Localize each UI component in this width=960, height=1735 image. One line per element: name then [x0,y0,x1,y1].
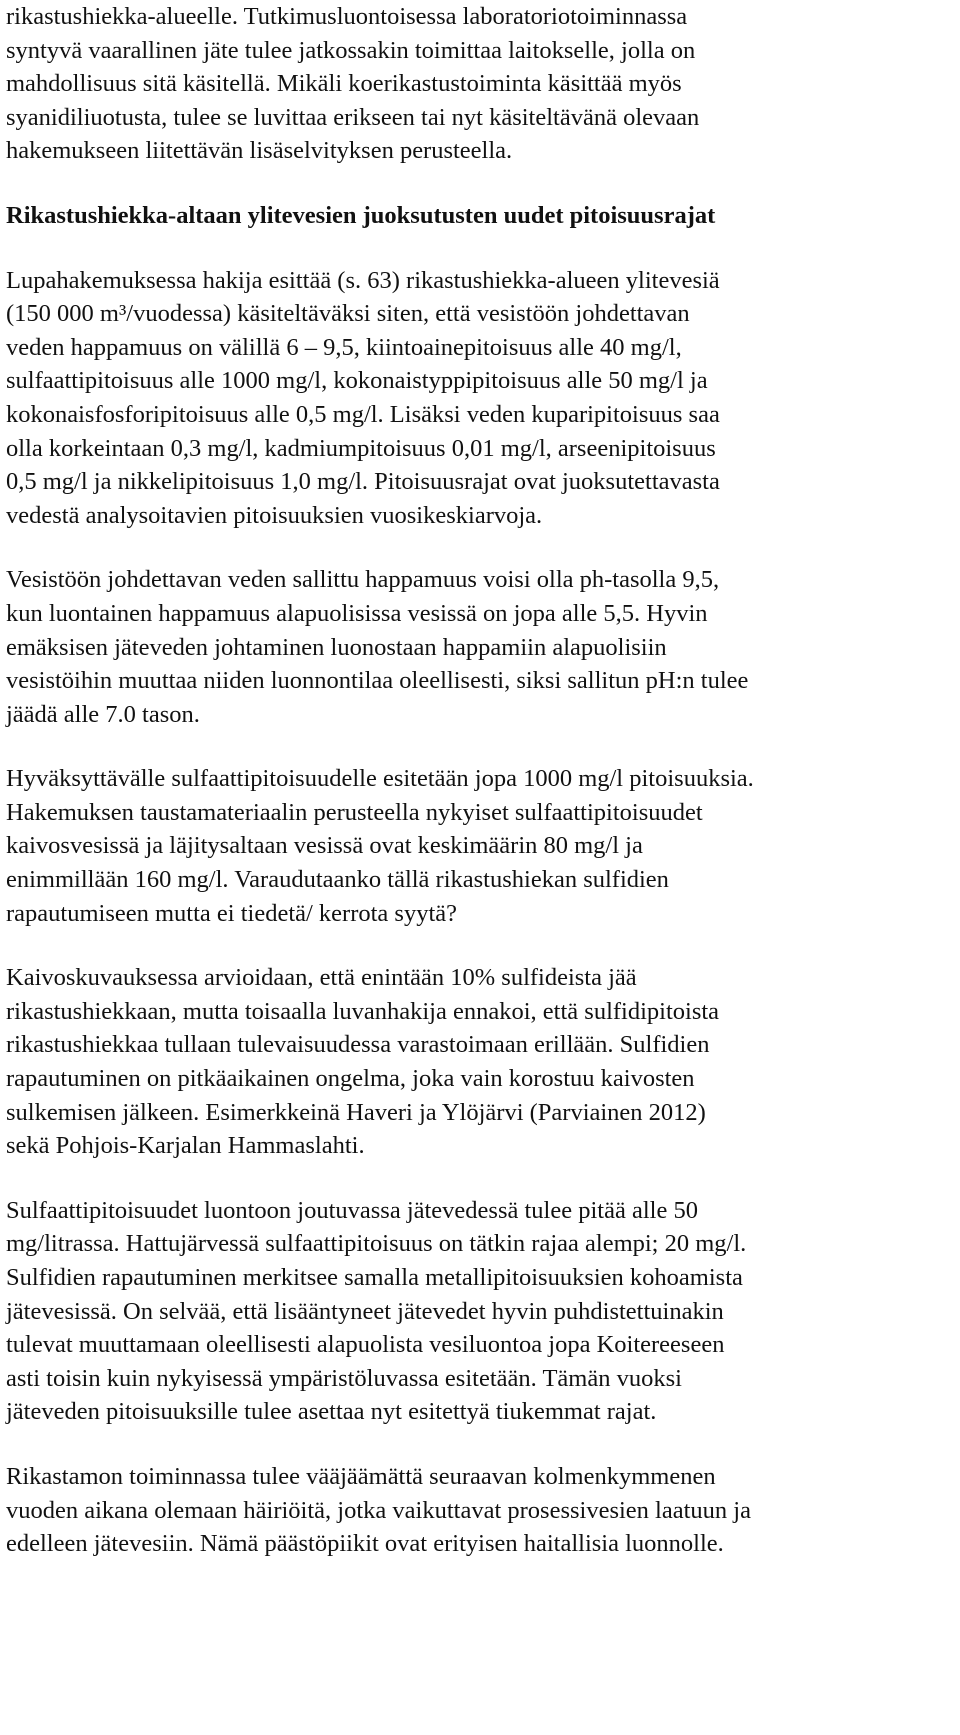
text-line: (150 000 m³/vuodessa) käsiteltäväksi siten, että vesistöön johdettavan [6,300,690,328]
text-line: Vesistöön johdettavan veden sallittu happamuus voisi olla ph-tasolla 9,5, [6,566,720,594]
text-line: sekä Pohjois-Karjalan Hammaslahti. [6,1132,365,1160]
text-line: emäksisen jäteveden johtaminen luonostaan happamiin alapuolisiin [6,633,667,661]
paragraph-3 [6,762,958,930]
text-line: mg/litrassa. Hattujärvessä sulfaattipitoisuus on tätkin rajaa alempi; 20 mg/l. [6,1230,747,1258]
text-line: rikastushiekkaan, mutta toisaalla luvanhakija ennakoi, että sulfidipitoista [6,997,720,1025]
text-line: jätevesissä. On selvää, että lisääntyneet jätevedet hyvin puhdistettuinakin [6,1297,724,1325]
text-line: vedestä analysoitavien pitoisuuksien vuosikeskiarvoja. [6,501,543,529]
text-line: olla korkeintaan 0,3 mg/l, kadmiumpitoisuus 0,01 mg/l, arseenipitoisuus [6,434,716,462]
text-line: tulevat muuttamaan oleellisesti alapuolista vesiluontoa jopa Koitereeseen [6,1331,725,1359]
text-line: rikastushiekkaa tullaan tulevaisuudessa varastoimaan erillään. Sulfidien [6,1031,710,1059]
text-line: mahdollisuus sitä käsitellä. Mikäli koerikastustoiminta käsittää myös [6,70,682,98]
text-line: rapautuminen on pitkäaikainen ongelma, joka vain korostuu kaivosten [6,1065,695,1093]
text-line: Sulfaattipitoisuudet luontoon joutuvassa jätevedessä tulee pitää alle 50 [6,1196,698,1224]
text-line: rikastushiekka-alueelle. Tutkimusluontoisessa laboratoriotoiminnassa [6,3,688,30]
text-line: hakemukseen liitettävän lisäselvityksen perusteella. [6,137,513,165]
text-line: vesistöihin muuttaa niiden luonnontilaa oleellisesti, siksi sallitun pH:n tulee [6,667,749,695]
text-line: sulkemisen jälkeen. Esimerkkeinä Haveri ja Ylöjärvi (Parviainen 2012) [6,1098,706,1126]
text-line: syntyvä vaarallinen jäte tulee jatkossakin toimittaa laitokselle, jolla on [6,36,696,64]
text-line: jäädä alle 7.0 tason. [6,700,200,728]
text-line: kokonaisfosforipitoisuus alle 0,5 mg/l. Lisäksi veden kuparipitoisuus saa [6,400,720,428]
text-line: sulfaattipitoisuus alle 1000 mg/l, kokonaistyppipitoisuus alle 50 mg/l ja [6,367,708,395]
text-line: syanidiliuotusta, tulee se luvittaa erikseen tai nyt käsiteltävänä olevaan [6,103,700,131]
text-line: rapautumiseen mutta ei tiedetä/ kerrota syytä? [6,899,458,927]
section-heading: Rikastushiekka-altaan ylitevesien juoksutusten uudet pitoisuusrajat [6,201,716,229]
text-line: vuoden aikana olemaan häiriöitä, jotka vaikuttavat prosessivesien laatuun ja [6,1496,751,1524]
text-line: 0,5 mg/l ja nikkelipitoisuus 1,0 mg/l. Pitoisuusrajat ovat juoksutettavasta [6,468,720,496]
text-line: Hakemuksen taustamateriaalin perusteella nykyiset sulfaattipitoisuudet [6,798,703,826]
text-line: edelleen jätevesiin. Nämä päästöpiikit ovat erityisen haitallisia luonnolle. [6,1530,724,1558]
paragraph-1 [6,264,958,533]
text-line: kun luontainen happamuus alapuolisissa vesissä on jopa alle 5,5. Hyvin [6,599,708,627]
text-line: enimmillään 160 mg/l. Varaudutaanko tällä rikastushiekan sulfidien [6,866,669,894]
text-line: Sulfidien rapautuminen merkitsee samalla metallipitoisuuksien kohoamista [6,1264,743,1291]
text-line: Rikastamon toiminnassa tulee vääjäämättä seuraavan kolmenkymmenen [6,1462,716,1490]
paragraph-5 [6,1194,958,1429]
document-page [6,0,958,1561]
text-line: asti toisin kuin nykyisessä ympäristöluvassa esitetään. Tämän vuoksi [6,1364,682,1392]
text-line: Hyväksyttävälle sulfaattipitoisuudelle esitetään jopa 1000 mg/l pitoisuuksia. [6,765,754,793]
text-line: jäteveden pitoisuuksille tulee asettaa nyt esitettyä tiukemmat rajat. [6,1398,657,1426]
paragraph-4 [6,961,958,1163]
paragraph-2 [6,563,958,731]
text-line: Lupahakemuksessa hakija esittää (s. 63) rikastushiekka-alueen ylitevesiä [6,266,720,294]
text-line: Kaivoskuvauksessa arvioidaan, että enintään 10% sulfideista jää [6,964,637,992]
text-line: kaivosvesissä ja läjitysaltaan vesissä ovat keskimäärin 80 mg/l ja [6,832,643,860]
text-line: veden happamuus on välillä 6 – 9,5, kiintoainepitoisuus alle 40 mg/l, [6,333,682,361]
paragraph-6 [6,1460,958,1561]
intro-paragraph [6,0,958,168]
